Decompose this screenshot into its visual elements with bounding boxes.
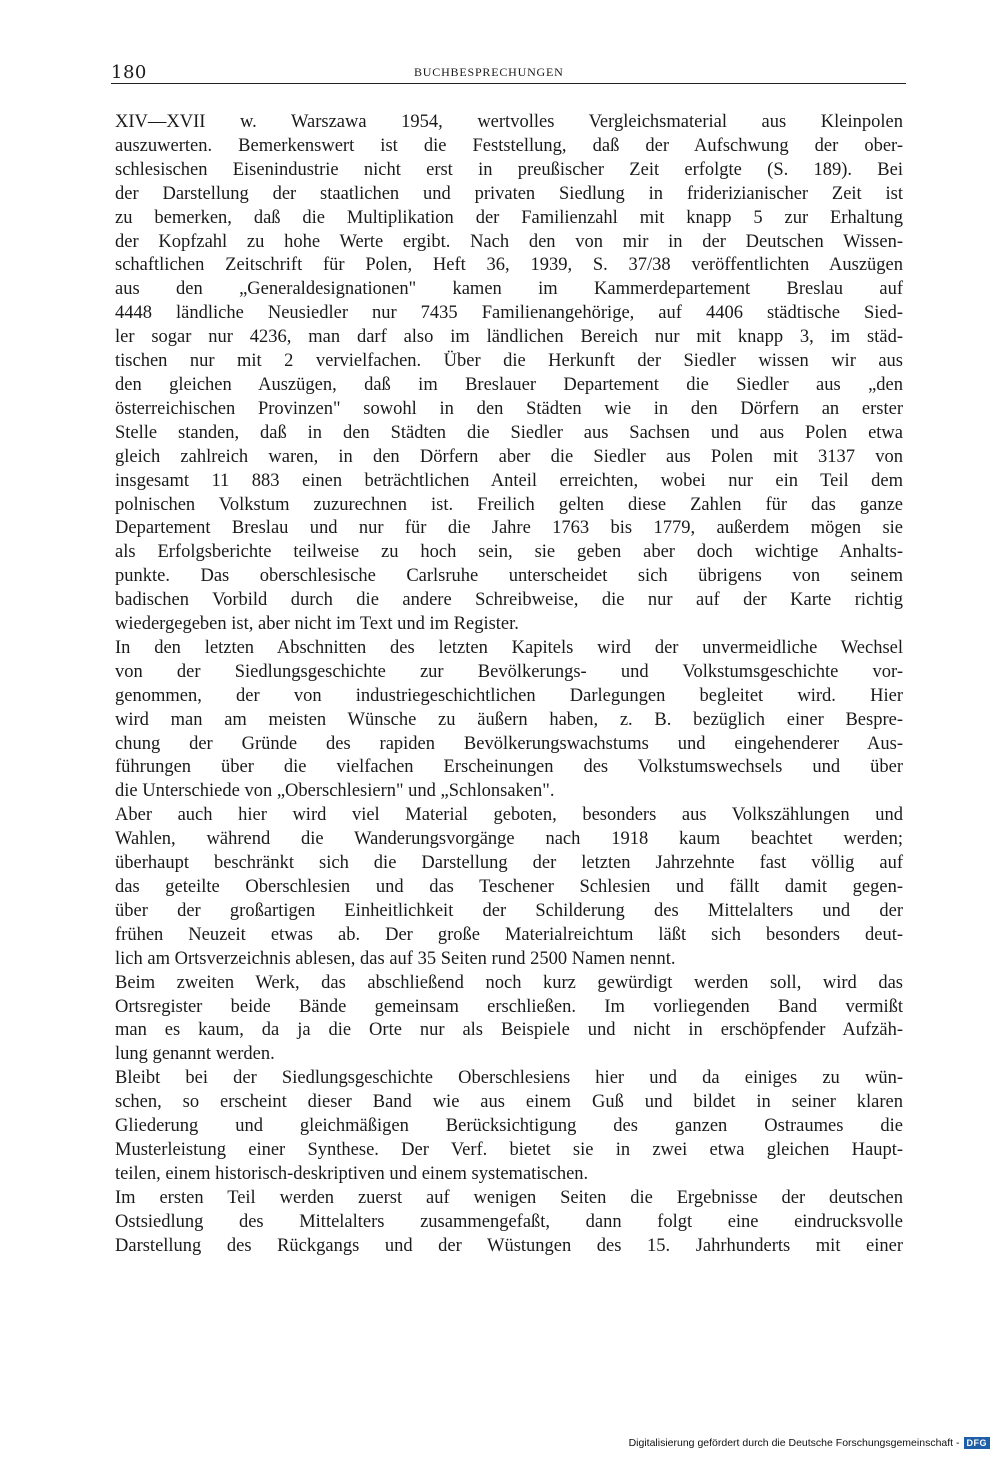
text-line: polnischen Volkstum zuzurechnen ist. Freilich gelten diese Zahlen für das ganze xyxy=(115,494,903,515)
text-line: den gleichen Auszügen, daß im Breslauer Departement die Siedler aus „den xyxy=(115,374,903,395)
text-line: badischen Vorbild durch die andere Schreibweise, die nur auf der Karte richtig xyxy=(115,590,903,611)
text-line: Ostsiedlung des Mittelalters zusammengefaßt, dann folgt eine eindrucksvolle xyxy=(115,1211,903,1232)
text-line: schlesischen Eisenindustrie nicht erst in preußischer Zeit erfolgte (S. 189). Bei xyxy=(115,159,903,180)
text-line: Musterleistung einer Synthese. Der Verf. bietet sie in zwei etwa gleichen Haupt- xyxy=(115,1139,903,1160)
text-line: österreichischen Provinzen" sowohl in den Städten wie in den Dörfern an erster xyxy=(115,398,903,419)
text-line: das geteilte Oberschlesien und das Teschener Schlesien und fällt damit gegen- xyxy=(115,877,903,897)
text-line: führungen über die vielfachen Erscheinungen des Volkstumswechsels und über xyxy=(115,757,903,778)
text-line: Gliederung und gleichmäßigen Berücksichtigung des ganzen Ostraumes die xyxy=(115,1116,903,1137)
text-line: schaftlichen Zeitschrift für Polen, Heft 36, 1939, S. 37/38 veröffentlichten Auszügen xyxy=(115,255,903,276)
text-line: man es kaum, da ja die Orte nur als Beispiele und nicht in erschöpfender Aufzäh- xyxy=(115,1020,903,1041)
text-line: Departement Breslau und nur für die Jahre 1763 bis 1779, außerdem mögen sie xyxy=(115,518,903,539)
text-line: genommen, der von industriegeschichtlichen Darlegungen begleitet wird. Hier xyxy=(115,685,903,706)
header-rule xyxy=(111,83,906,84)
text-line: Darstellung des Rückgangs und der Wüstungen des 15. Jahrhunderts mit einer xyxy=(115,1235,903,1256)
text-line: auszuwerten. Bemerkenswert ist die Feststellung, daß der Aufschwung der ober- xyxy=(115,135,903,156)
text-line: frühen Neuzeit etwas ab. Der große Materialreichtum läßt sich besonders deut- xyxy=(115,924,903,945)
text-line: lung genannt werden. xyxy=(115,1044,275,1065)
text-line: chung der Gründe des rapiden Bevölkerungswachstums und eingehenderer Aus- xyxy=(115,733,903,754)
text-line: punkte. Das oberschlesische Carlsruhe unterscheidet sich übrigens von seinem xyxy=(115,566,903,587)
dfg-logo: DFG xyxy=(964,1437,991,1449)
text-line: Aber auch hier wird viel Material geboten, besonders aus Volkszählungen und xyxy=(115,805,903,826)
text-line: ler sogar nur 4236, man darf also im ländlichen Bereich nur mit knapp 3, im städ- xyxy=(115,327,903,348)
text-line: wird man am meisten Wünsche zu äußern haben, z. B. bezüglich einer Bespre- xyxy=(115,709,903,730)
text-line: tischen nur mit 2 vervielfachen. Über die Herkunft der Siedler wissen wir aus xyxy=(115,351,903,372)
footer-credit xyxy=(629,1437,990,1449)
text-line: Bleibt bei der Siedlungsgeschichte Oberschlesiens hier und da einiges zu wün- xyxy=(115,1068,903,1089)
footer-credit-text: Digitalisierung gefördert durch die Deutsche Forschungsgemeinschaft - xyxy=(628,1437,960,1449)
text-line: Ortsregister beide Bände gemeinsam erschließen. Im vorliegenden Band vermißt xyxy=(115,996,903,1017)
text-line: überhaupt beschränkt sich die Darstellung der letzten Jahrzehnte fast völlig auf xyxy=(115,853,903,874)
text-line: der Kopfzahl zu hohe Werte ergibt. Nach den von mir in der Deutschen Wissen- xyxy=(115,231,903,252)
text-line: 4448 ländliche Neusiedler nur 7435 Familienangehörige, auf 4406 städtische Sied- xyxy=(115,303,903,324)
text-line: teilen, einem historisch-deskriptiven und einem systematischen. xyxy=(115,1163,589,1184)
text-line: In den letzten Abschnitten des letzten Kapitels wird der unvermeidliche Wechsel xyxy=(115,637,903,658)
text-line: lich am Ortsverzeichnis ablesen, das auf 35 Seiten rund 2500 Namen nennt. xyxy=(115,948,676,969)
running-head: BUCHBESPRECHUNGEN xyxy=(414,65,564,79)
text-line: aus den „Generaldesignationen" kamen im Kammerdepartement Breslau auf xyxy=(115,279,903,300)
text-line: Beim zweiten Werk, das abschließend noch kurz gewürdigt werden soll, wird das xyxy=(115,972,903,993)
body-text xyxy=(115,111,903,1259)
text-line: wiedergegeben ist, aber nicht im Text und im Register. xyxy=(115,614,519,635)
text-line: Wahlen, während die Wanderungsvorgänge nach 1918 kaum beachtet werden; xyxy=(115,829,903,850)
text-line: die Unterschiede von „Oberschlesiern" und „Schlonsaken". xyxy=(115,781,555,802)
page-number: 180 xyxy=(111,62,147,83)
text-line: über der großartigen Einheitlichkeit der Schilderung des Mittelalters und der xyxy=(115,900,903,921)
text-line: schen, so erscheint dieser Band wie aus einem Guß und bildet in seiner klaren xyxy=(115,1092,903,1113)
text-line: Stelle standen, daß in den Städten die Siedler aus Sachsen und aus Polen etwa xyxy=(115,422,903,443)
text-line: der Darstellung der staatlichen und privaten Siedlung in friderizianischer Zeit ist xyxy=(115,183,903,204)
text-line: XIV—XVII w. Warszawa 1954, wertvolles Vergleichsmaterial aus Kleinpolen xyxy=(115,112,903,132)
text-line: Im ersten Teil werden zuerst auf wenigen Seiten die Ergebnisse der deutschen xyxy=(115,1187,903,1208)
text-line: zu bemerken, daß die Multiplikation der Familienzahl mit knapp 5 zur Erhaltung xyxy=(115,207,903,228)
text-line: insgesamt 11 883 einen beträchtlichen Anteil erreichten, wobei nur ein Teil dem xyxy=(115,470,903,491)
text-line: als Erfolgsberichte teilweise zu hoch sein, sie geben aber doch wichtige Anhalts- xyxy=(115,542,903,563)
text-line: von der Siedlungsgeschichte zur Bevölkerungs- und Volkstumsgeschichte vor- xyxy=(115,661,903,682)
text-line: gleich zahlreich waren, in den Dörfern aber die Siedler aus Polen mit 3137 von xyxy=(115,446,903,467)
